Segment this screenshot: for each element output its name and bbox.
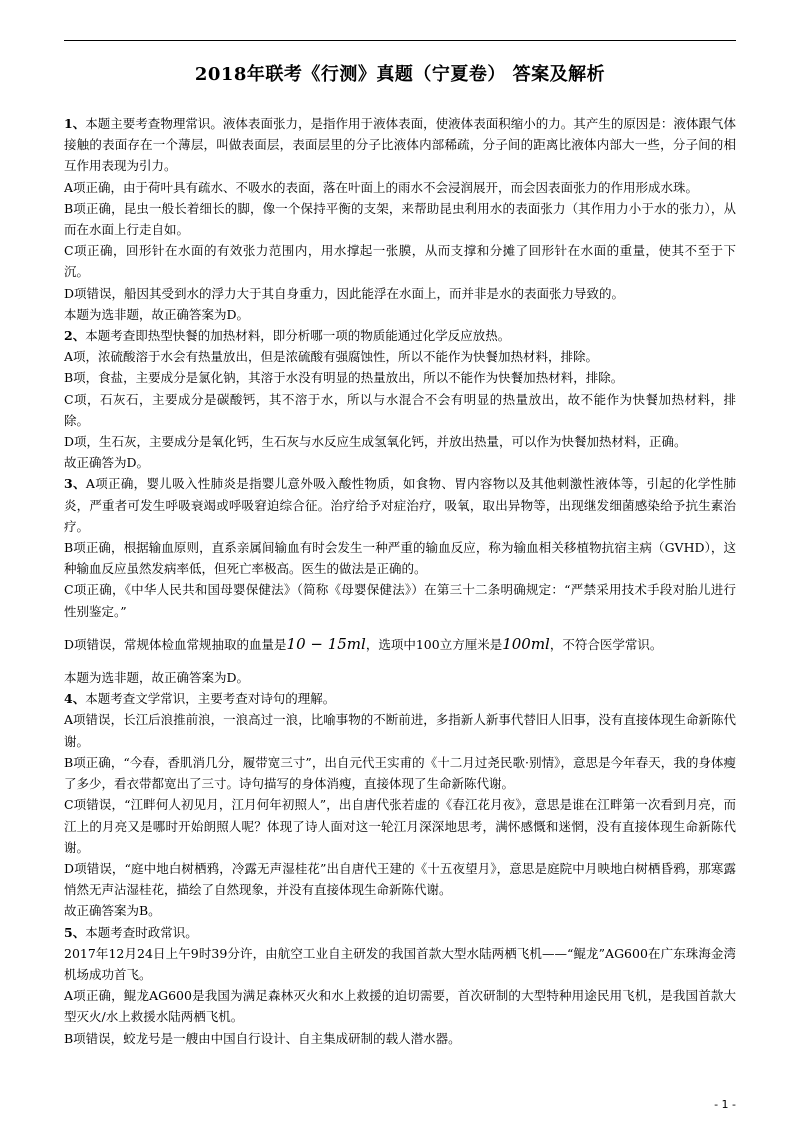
q1-option-c: C项正确，回形针在水面的有效张力范围内，用水撑起一张膜，从而支撑和分摊了回形针在水面的重量，使其不至于下沉。 — [64, 243, 736, 280]
q3-answer: 本题为选非题，故正确答案为D。 — [64, 670, 250, 686]
page-title: 2018年联考《行测》真题（宁夏卷） 答案及解析 — [194, 64, 606, 85]
q3-option-a — [64, 473, 736, 537]
q2-option-c: C项，石灰石，主要成分是碳酸钙，其不溶于水，所以与水混合不会有明显的热量放出，故不能作为快餐加热材料，排除。 — [64, 391, 736, 428]
q4-option-a: A项错误，长江后浪推前浪，一浪高过一浪，比喻事物的不断前进，多指新人新事代替旧人旧事，没有直接体现生命新陈代谢。 — [64, 712, 736, 749]
q4-option-d: D项错误，“庭中地白树栖鸦，冷露无声湿桂花”出自唐代王建的《十五夜望月》，意思是庭院中月映地白树栖昏鸦，那寒露悄然无声沾湿桂花，描绘了自然现象，并没有直接体现生命新陈代谢。 — [64, 860, 736, 898]
q1-option-d: D项错误，船因其受到水的浮力大于其自身重力，因此能浮在水面上，而并非是水的表面张力导致的。 — [64, 285, 625, 301]
q5-news: 2017年12月24日上午9时39分许，由航空工业自主研发的我国首款大型水陆两栖飞机——“鲲龙”AG600在广东珠海金湾机场成功首飞。 — [64, 945, 736, 982]
document-body — [64, 113, 736, 1049]
q3-option-b: B项正确，根据输血原则，直系亲属间输血有时会发生一种严重的输血反应，称为输血相关移植物抗宿主病（GVHD），这种输血反应虽然发病率低，但死亡率极高。医生的做法是正确的。 — [64, 540, 736, 577]
q1-intro-text: 本题主要考查物理常识。液体表面张力，是指作用于液体表面，使液体表面积缩小的力。其产生的原因是：液体跟气体接触的表面存在一个薄层，叫做表面层，表面层里的分子比液体内部稀疏，分子间的距离比液体内部大一些，分子间的相互作用表现为引力。 — [64, 116, 736, 174]
q3-option-d — [64, 634, 736, 655]
q2-intro — [64, 325, 736, 346]
q5-option-b: B项错误，蛟龙号是一艘由中国自行设计、自主集成研制的载人潜水器。 — [64, 1030, 461, 1046]
q4-number: 4、 — [64, 691, 86, 707]
q4-intro-text: 本题考查文学常识，主要考查对诗句的理解。 — [85, 691, 336, 707]
q4-option-c: C项错误，“江畔何人初见月，江月何年初照人”，出自唐代张若虚的《春江花月夜》，意思是谁在江畔第一次看到月亮，而江上的月亮又是哪时开始朗照人呢？体现了诗人面对这一轮江月深深地思考，满怀感慨和迷惘，没有直接体现生命新陈代谢。 — [64, 797, 736, 855]
q2-intro-text: 本题考查即热型快餐的加热材料，即分析哪一项的物质能通过化学反应放热。 — [85, 328, 511, 344]
q3-option-d-text-2: ，选项中100立方厘米是 — [365, 636, 503, 652]
q5-intro-text: 本题考查时政常识。 — [85, 924, 198, 940]
q2-answer: 故正确答为D。 — [64, 455, 150, 471]
q4-option-b: B项正确，“今春，香肌消几分，履带宽三寸”，出自元代王实甫的《十二月过尧民歌·别情》，意思是今年春天，我的身体瘦了多少，看衣带都宽出了三寸。诗句描写的身体消瘦，直接体现了生命新陈代谢。 — [64, 754, 736, 792]
q4-answer: 故正确答案为B。 — [64, 903, 161, 919]
q1-option-a: A项正确，由于荷叶具有疏水、不吸水的表面，落在叶面上的雨水不会浸润展开，而会因表面张力的作用形成水珠。 — [64, 179, 699, 195]
q3-option-a-text: A项正确，婴儿吸入性肺炎是指婴儿意外吸入酸性物质，如食物、胃内容物以及其他刺激性液体等，引起的化学性肺炎，严重者可发生呼吸衰竭或呼吸窘迫综合征。治疗给予对症治疗，吸氧，取出异物等，出现继发细菌感染给予抗生素治疗。 — [64, 476, 736, 534]
q3-formula-100ml: 100ml — [502, 634, 550, 653]
q1-option-b: B项正确，昆虫一般长着细长的脚，像一个保持平衡的支架，来帮助昆虫利用水的表面张力（其作用力小于水的张力），从而在水面上行走自如。 — [64, 200, 736, 238]
q3-number: 3、 — [64, 476, 86, 492]
q2-option-d: D项，生石灰，主要成分是氧化钙，生石灰与水反应生成氢氧化钙，并放出热量，可以作为快餐加热材料，正确。 — [64, 434, 687, 450]
q3-option-c: C项正确，《中华人民共和国母婴保健法》（简称《母婴保健法》）在第三十二条明确规定：“严禁采用技术手段对胎儿进行性别鉴定。” — [64, 582, 736, 619]
q1-answer: 本题为选非题，故正确答案为D。 — [64, 306, 250, 322]
q2-option-a: A项，浓硫酸溶于水会有热量放出，但是浓硫酸有强腐蚀性，所以不能作为快餐加热材料，排除。 — [64, 349, 599, 365]
q3-option-d-text-3: ，不符合医学常识。 — [549, 636, 663, 652]
q2-number: 2、 — [64, 328, 86, 344]
q1-number: 1、 — [64, 116, 86, 131]
q2-option-b: B项，食盐，主要成分是氯化钠，其溶于水没有明显的热量放出，所以不能作为快餐加热材料，排除。 — [64, 370, 624, 386]
q3-option-d-text-1: D项错误，常规体检血常规抽取的血量是 — [64, 636, 287, 652]
q3-formula-blood-volume: 10 − 15ml — [286, 634, 366, 653]
q1-intro — [64, 113, 736, 177]
q5-number: 5、 — [64, 924, 86, 940]
q4-intro — [64, 688, 736, 709]
q5-intro — [64, 922, 736, 943]
page-number: - 1 - — [714, 1098, 736, 1111]
q5-option-a: A项正确，鲲龙AG600是我国为满足森林灭火和水上救援的迫切需要，首次研制的大型特种用途民用飞机，是我国首款大型灭火/水上救援水陆两栖飞机。 — [64, 988, 736, 1025]
header-rule — [64, 40, 736, 41]
